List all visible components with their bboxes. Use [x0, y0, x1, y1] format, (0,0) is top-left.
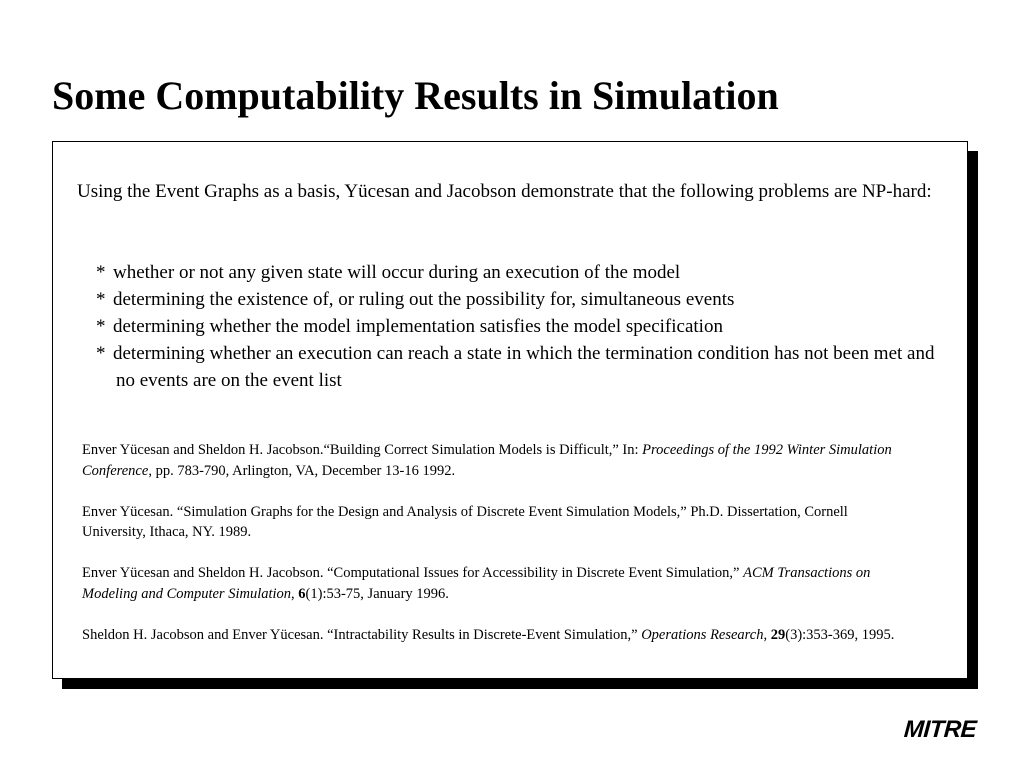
list-item — [96, 313, 946, 340]
reference-item — [82, 502, 912, 543]
reference-details: (3):353-369, 1995. — [785, 626, 895, 643]
list-item — [96, 259, 946, 286]
slide-title: Some Computability Results in Simulation — [52, 73, 779, 118]
reference-list — [82, 440, 912, 666]
content-box — [52, 141, 968, 679]
reference-separator: , — [763, 626, 771, 643]
list-item-text: determining whether an execution can reach a state in which the termination condition has not been met and no events are on the event list — [113, 343, 935, 391]
reference-details: , pp. 783-790, Arlington, VA, December 13-16 1992. — [148, 462, 456, 479]
reference-text: Enver Yücesan and Sheldon H. Jacobson.“Building Correct Simulation Models is Difficult,” In: — [82, 442, 643, 458]
reference-volume: 6 — [298, 585, 306, 602]
reference-separator: , — [291, 585, 299, 602]
reference-item — [82, 563, 912, 604]
reference-text: Enver Yücesan and Sheldon H. Jacobson. “Computational Issues for Accessibility in Discrete Event Simulation,” — [82, 565, 744, 581]
bullet-marker: * — [96, 289, 106, 310]
reference-text: Enver Yücesan. “Simulation Graphs for the Design and Analysis of Discrete Event Simulation Models,” Ph.D. Dissertation, Cornell University, Ithaca, NY. 1989. — [82, 503, 848, 540]
reference-text: Sheldon H. Jacobson and Enver Yücesan. “Intractability Results in Discrete-Event Simulation,” — [82, 626, 642, 643]
list-item-text: determining whether the model implementation satisfies the model specification — [113, 316, 723, 337]
reference-details: (1):53-75, January 1996. — [305, 585, 449, 602]
bullet-marker: * — [96, 262, 106, 283]
bullet-marker: * — [96, 316, 106, 337]
mitre-logo: MITRE — [903, 716, 978, 743]
reference-venue: Operations Research — [641, 626, 764, 643]
reference-venue: Proceedings of the 1992 Winter Simulation Conference — [82, 442, 892, 479]
reference-venue: ACM Transactions on Modeling and Computer Simulation — [82, 565, 871, 602]
list-item-text: whether or not any given state will occur during an execution of the model — [113, 262, 681, 283]
reference-item — [82, 625, 912, 646]
reference-volume: 29 — [770, 626, 786, 643]
list-item-text: determining the existence of, or ruling out the possibility for, simultaneous events — [113, 289, 735, 310]
np-hard-problem-list — [96, 259, 946, 394]
list-item — [96, 340, 946, 394]
bullet-marker: * — [96, 343, 106, 364]
list-item — [96, 286, 946, 313]
reference-item — [82, 440, 912, 481]
intro-paragraph: Using the Event Graphs as a basis, Yücesan and Jacobson demonstrate that the following problems are NP-hard: — [77, 181, 932, 202]
